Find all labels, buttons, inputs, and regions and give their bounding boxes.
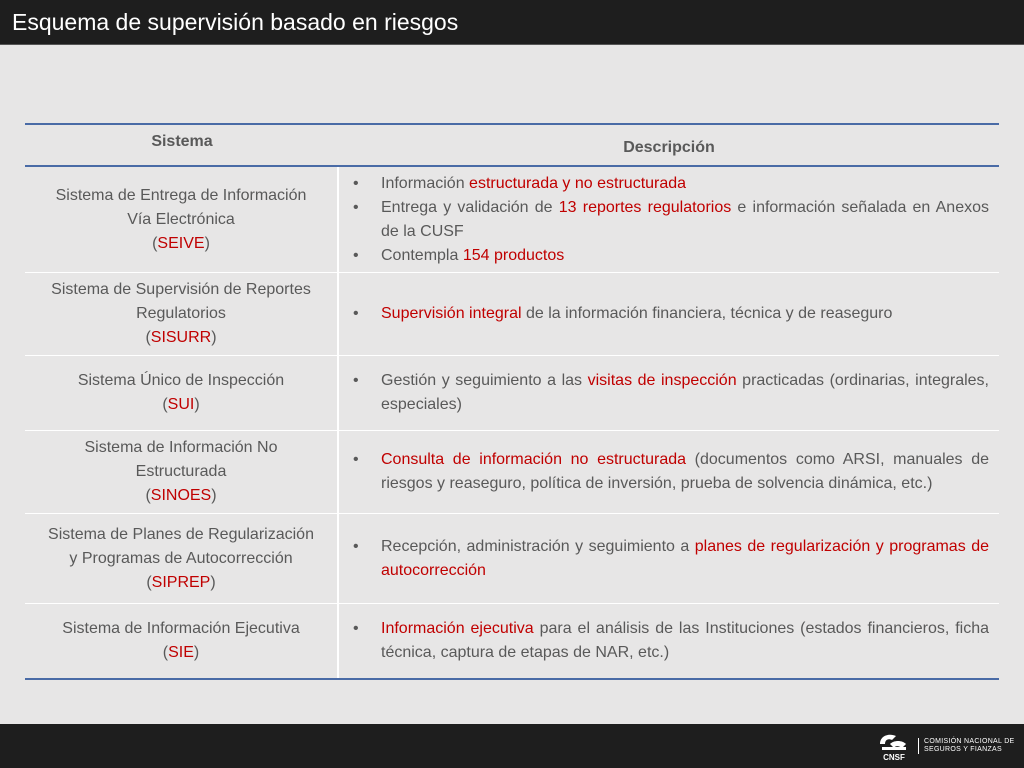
description-cell xyxy=(339,431,999,513)
table-body xyxy=(25,167,999,678)
system-name-line: Sistema de Información Ejecutiva xyxy=(62,620,300,637)
description-cell xyxy=(339,167,999,272)
system-code-value: SIPREP xyxy=(151,573,211,591)
description-bullet xyxy=(353,302,989,326)
system-name-line: Sistema de Información No xyxy=(84,439,278,456)
description-bullet xyxy=(353,172,989,196)
system-code-value: SIE xyxy=(168,644,194,661)
bullet-text-segment: Recepción, administración y seguimiento a xyxy=(381,537,695,555)
title-bar xyxy=(0,0,1024,45)
bullet-icon: • xyxy=(353,451,359,468)
system-name-line: Sistema de Entrega de Información xyxy=(55,186,307,204)
slide-title: Esquema de supervisión basado en riesgos xyxy=(12,9,459,35)
description-cell xyxy=(339,514,999,603)
system-code: (SINOES) xyxy=(145,487,217,504)
description-bullet xyxy=(353,448,989,496)
bullet-icon: • xyxy=(353,620,359,637)
cnsf-logo-mark-icon xyxy=(876,730,912,762)
bullet-icon: • xyxy=(353,246,359,264)
highlighted-text: Consulta de información no estructurada xyxy=(381,451,687,468)
system-code: (SEIVE) xyxy=(152,234,210,252)
bullet-text xyxy=(381,172,989,196)
table-header xyxy=(25,125,999,167)
bullet-text-segment: practicadas (ordinarias, integrales, especiales) xyxy=(381,372,989,413)
system-code: (SISURR) xyxy=(145,329,217,346)
bullet-icon: • xyxy=(353,305,359,322)
logo-text xyxy=(918,738,1015,754)
bullet-icon: • xyxy=(353,372,359,389)
description-bullet xyxy=(353,369,989,417)
system-code: (SUI) xyxy=(162,396,200,413)
bullet-text xyxy=(381,448,989,496)
bullet-text xyxy=(381,617,989,665)
highlighted-text: 13 reportes regulatorios xyxy=(558,198,732,216)
bullet-icon: • xyxy=(353,174,359,192)
system-name-line: Vía Electrónica xyxy=(127,210,235,228)
system-name-cell xyxy=(25,167,339,272)
logo-line-2: SEGUROS Y FIANZAS xyxy=(924,746,1002,753)
system-name-cell xyxy=(25,356,339,430)
bullet-text xyxy=(381,196,989,244)
highlighted-text: Supervisión integral xyxy=(381,305,522,322)
bullet-text-segment: Gestión y seguimiento a las xyxy=(381,372,588,389)
bullet-text xyxy=(381,535,989,583)
bullet-icon: • xyxy=(353,198,359,216)
highlighted-text: estructurada y no estructurada xyxy=(469,174,687,192)
table-row xyxy=(25,356,999,431)
footer-bar xyxy=(0,724,1024,768)
system-name-line: Sistema Único de Inspección xyxy=(77,372,285,389)
description-bullet xyxy=(353,535,989,583)
cnsf-logo xyxy=(876,730,1016,762)
bullet-text-segment: Contempla xyxy=(381,246,463,264)
system-name-line: y Programas de Autocorrección xyxy=(69,549,293,567)
system-code-value: SISURR xyxy=(150,329,212,346)
systems-table xyxy=(25,123,999,680)
highlighted-text: 154 productos xyxy=(462,246,565,264)
system-name-cell xyxy=(25,604,339,678)
system-name-line: Regulatorios xyxy=(136,305,226,322)
highlighted-text: visitas de inspección xyxy=(587,372,737,389)
system-code: (SIPREP) xyxy=(146,573,216,591)
system-name-cell xyxy=(25,514,339,603)
highlighted-text: planes de regularización y programas de autocorrección xyxy=(381,537,989,579)
bullet-text-segment: para el análisis de las Instituciones (estados financieros, ficha técnica, captura de etapas de NAR, etc.) xyxy=(381,620,990,661)
bullet-text-segment: Entrega y validación de xyxy=(381,198,559,216)
header-sistema: Sistema xyxy=(151,133,213,150)
description-cell xyxy=(339,604,999,678)
system-name-line: Sistema de Planes de Regularización xyxy=(48,525,314,543)
bullet-text-segment: (documentos como ARSI, manuales de riesgos y reaseguro, política de inversión, prueba de solvencia dinámica, etc.) xyxy=(381,451,989,492)
system-name-cell xyxy=(25,273,339,355)
table-row xyxy=(25,604,999,678)
description-bullet xyxy=(353,196,989,244)
system-code-value: SEIVE xyxy=(157,234,205,252)
bullet-icon: • xyxy=(353,537,359,555)
bullet-text-segment: de la información financiera, técnica y de reaseguro xyxy=(521,305,893,322)
table-row xyxy=(25,514,999,604)
logo-abbr: CNSF xyxy=(883,753,905,762)
table-row xyxy=(25,431,999,514)
system-name-line: Sistema de Supervisión de Reportes xyxy=(51,281,311,298)
system-name-line: Estructurada xyxy=(135,463,227,480)
description-cell xyxy=(339,273,999,355)
description-bullet xyxy=(353,617,989,665)
bullet-text-segment: e información señalada en Anexos de la CUSF xyxy=(381,198,990,240)
logo-line-1: COMISIÓN NACIONAL DE xyxy=(924,738,1015,745)
table-row xyxy=(25,273,999,356)
system-code-value: SINOES xyxy=(150,487,212,504)
bullet-text xyxy=(381,302,989,326)
bullet-text xyxy=(381,244,989,268)
description-cell xyxy=(339,356,999,430)
highlighted-text: Información ejecutiva xyxy=(381,620,534,637)
system-name-cell xyxy=(25,431,339,513)
bullet-text-segment: Información xyxy=(381,174,470,192)
header-descripcion: Descripción xyxy=(623,139,715,156)
bullet-text xyxy=(381,369,989,417)
system-code-value: SUI xyxy=(167,396,195,413)
table-row xyxy=(25,167,999,273)
system-code: (SIE) xyxy=(162,644,200,661)
description-bullet xyxy=(353,244,989,268)
